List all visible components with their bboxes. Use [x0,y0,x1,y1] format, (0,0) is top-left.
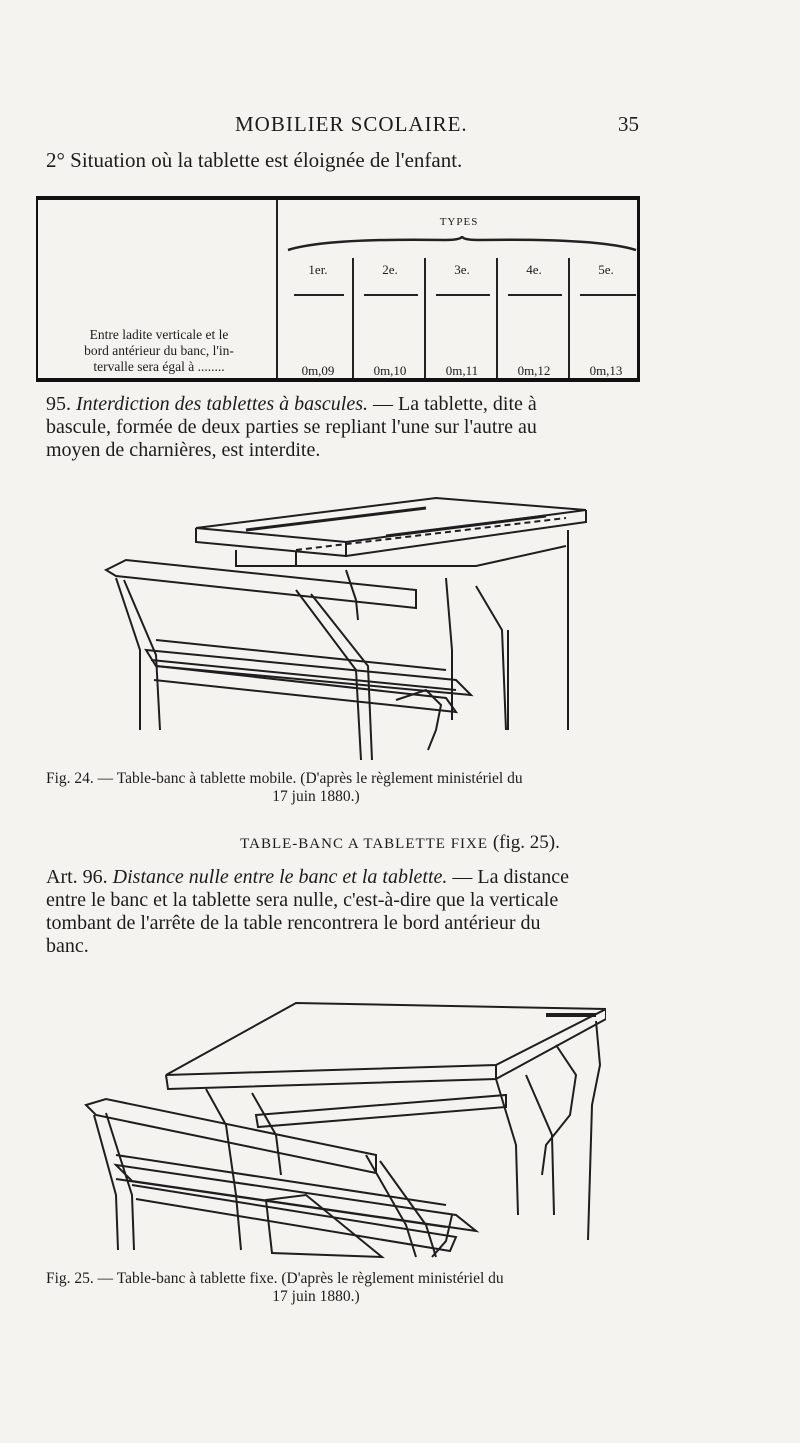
table-cell: 0m,09 [301,363,335,378]
brace-icon [286,234,638,252]
article-line: — La distance [452,866,570,888]
header-rule [580,294,636,296]
column-header-1: 1er. [308,262,328,277]
article-96 [46,866,646,958]
article-line: tombant de l'arrête de la table rencontrera le bord antérieur du [46,912,541,934]
paragraph-line: bascule, formée de deux parties se repliant l'une sur l'autre au [46,416,537,438]
figure-25-illustration [76,995,606,1263]
column-separator [568,258,570,378]
paragraph-95 [46,393,646,462]
header-rule [364,294,418,296]
article-number: Art. 96. [46,866,108,888]
running-head [0,112,800,142]
table-cell: 0m,11 [445,363,479,378]
column-separator [352,258,354,378]
table-cell: 0m,12 [517,363,551,378]
running-title: MOBILIER SCOLAIRE. [235,112,468,136]
paragraph-title: Interdiction des tablettes à bascules. [76,393,368,415]
paragraph-line: — La tablette, dite à [372,393,537,415]
article-title: Distance nulle entre le banc et la tablette. [112,866,448,888]
column-header-2: 2e. [382,262,398,277]
page-number: 35 [618,112,639,136]
column-header-3: 3e. [454,262,470,277]
paragraph-number: 95. [46,393,71,415]
header-rule [436,294,490,296]
figure-24-illustration [96,490,596,765]
article-line: banc. [46,935,89,957]
column-separator [424,258,426,378]
header-rule [294,294,344,296]
types-table [36,196,640,382]
table-stub-text: Entre ladite verticale et le bord antérieur du banc, l'in- tervalle sera égal à ........ [84,327,234,374]
column-header-4: 4e. [526,262,542,277]
figure-25-caption: Fig. 25. — Table-banc à tablette fixe. (D'après le règlement ministériel du 17 juin 1880.) [46,1270,504,1305]
table-cell: 0m,13 [589,363,623,378]
table-cell: 0m,10 [373,363,407,378]
header-rule [508,294,562,296]
column-separator [496,258,498,378]
article-line: entre le banc et la tablette sera nulle, c'est-à-dire que la verticale [46,889,559,911]
table-stub-column [38,200,278,378]
column-header-5: 5e. [598,262,614,277]
section-heading: 2° Situation où la tablette est éloignée de l'enfant. [46,148,463,172]
subheading-fixed-table: TABLE-BANC A TABLETTE FIXE (fig. 25). [240,832,560,853]
paragraph-line: moyen de charnières, est interdite. [46,439,321,461]
figure-24-caption: Fig. 24. — Table-banc à tablette mobile. (D'après le règlement ministériel du 17 juin 1880.) [46,770,523,805]
types-label: TYPES [439,216,479,228]
